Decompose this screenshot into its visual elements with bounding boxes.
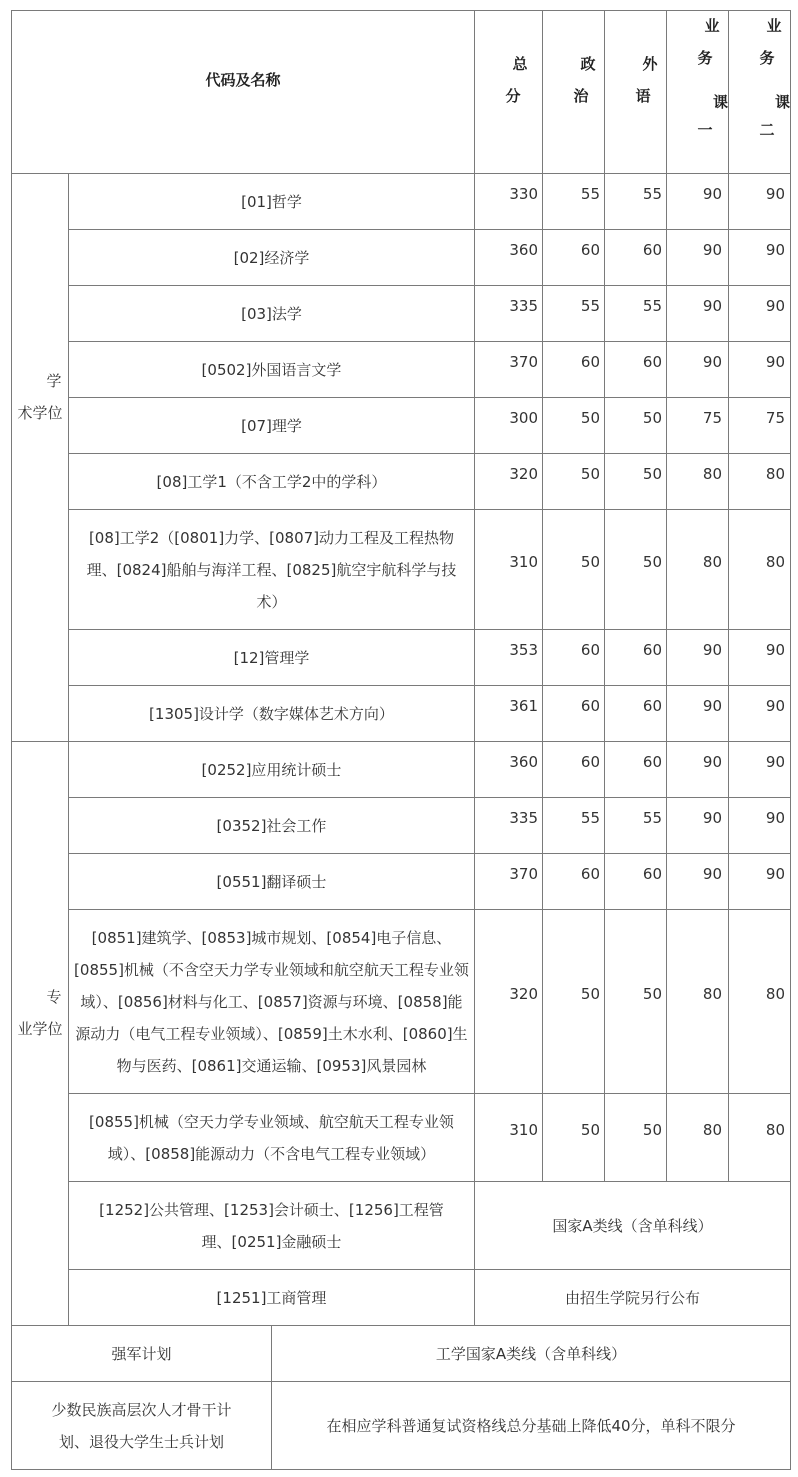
cell-foreign: 55 — [642, 185, 662, 203]
cell-foreign: 55 — [642, 297, 662, 315]
cell-total: 335 — [509, 809, 538, 827]
cell-politics: 60 — [580, 753, 600, 771]
special-value: 在相应学科普通复试资格线总分基础上降低40分，单科不限分 — [326, 1416, 736, 1435]
header-politics: 政 治 — [573, 55, 596, 105]
cell-total: 353 — [509, 641, 538, 659]
cell-foreign: 50 — [642, 553, 662, 571]
cell-total: 370 — [509, 865, 538, 883]
row-name: [0252]应用统计硕士 — [201, 760, 342, 779]
cell-foreign: 55 — [642, 809, 662, 827]
header-total: 总 分 — [505, 55, 528, 105]
row-name: [08]工学2（[0801]力学、[0807]动力工程及工程热物理、[0824]船舶与海洋工程、[0825]航空宇航科学与技术） — [86, 528, 457, 611]
special-value: 工学国家A类线（含单科线） — [435, 1344, 627, 1363]
cell-course1: 90 — [702, 185, 722, 203]
cell-politics: 50 — [580, 985, 600, 1003]
row-name: [0551]翻译硕士 — [216, 872, 327, 891]
cell-course2: 90 — [765, 297, 785, 315]
row-name: [08]工学1（不含工学2中的学科） — [156, 472, 387, 491]
cell-course2: 90 — [765, 641, 785, 659]
cell-foreign: 60 — [642, 753, 662, 771]
cell-politics: 60 — [580, 697, 600, 715]
cell-course2: 80 — [765, 1121, 785, 1139]
row-name: [1252]公共管理、[1253]会计硕士、[1256]工程管理、[0251]金融硕士 — [99, 1200, 444, 1251]
cell-politics: 55 — [580, 809, 600, 827]
header-name-col: 代码及名称 — [205, 71, 281, 89]
cell-course1: 90 — [702, 297, 722, 315]
cell-politics: 60 — [580, 241, 600, 259]
row-name: [1251]工商管理 — [216, 1288, 327, 1307]
special-name: 少数民族高层次人才骨干计划、退役大学生士兵计划 — [51, 1400, 232, 1451]
cell-total: 361 — [509, 697, 538, 715]
header-course1: 业 务 课 一 — [697, 17, 729, 139]
cell-total: 370 — [509, 353, 538, 371]
cell-course1: 80 — [702, 553, 722, 571]
cell-politics: 50 — [580, 465, 600, 483]
cell-course1: 90 — [702, 753, 722, 771]
row-name: [0502]外国语言文学 — [201, 360, 342, 379]
cell-course1: 75 — [702, 409, 722, 427]
cell-course1: 90 — [702, 865, 722, 883]
merged-value: 由招生学院另行公布 — [564, 1288, 700, 1307]
cell-total: 320 — [509, 985, 538, 1003]
cell-foreign: 50 — [642, 465, 662, 483]
row-name: [1305]设计学（数字媒体艺术方向） — [149, 704, 394, 723]
cell-total: 310 — [509, 1121, 538, 1139]
cell-course2: 90 — [765, 185, 785, 203]
cell-foreign: 60 — [642, 697, 662, 715]
row-name: [07]理学 — [241, 416, 302, 435]
cell-course2: 90 — [765, 241, 785, 259]
cell-politics: 60 — [580, 353, 600, 371]
cell-politics: 55 — [580, 185, 600, 203]
row-name: [02]经济学 — [233, 248, 310, 267]
group-professional-label: 专 业学位 — [17, 988, 63, 1038]
cell-course1: 80 — [702, 985, 722, 1003]
cell-course1: 90 — [702, 353, 722, 371]
cell-politics: 50 — [580, 1121, 600, 1139]
cell-course1: 80 — [702, 1121, 722, 1139]
cell-course1: 90 — [702, 697, 722, 715]
cell-course2: 90 — [765, 809, 785, 827]
cell-course2: 80 — [765, 553, 785, 571]
cell-total: 320 — [509, 465, 538, 483]
row-name: [03]法学 — [241, 304, 302, 323]
row-name: [0855]机械（空天力学专业领域、航空航天工程专业领域）、[0858]能源动力（不含电气工程专业领域） — [89, 1112, 454, 1163]
cell-course2: 75 — [765, 409, 785, 427]
header-foreign: 外 语 — [635, 55, 658, 105]
cell-politics: 60 — [580, 641, 600, 659]
header-course2: 业 务 课 二 — [759, 17, 791, 139]
cell-foreign: 50 — [642, 409, 662, 427]
cell-course1: 90 — [702, 641, 722, 659]
cell-politics: 50 — [580, 409, 600, 427]
cell-foreign: 50 — [642, 985, 662, 1003]
cell-course2: 80 — [765, 985, 785, 1003]
row-name: [0851]建筑学、[0853]城市规划、[0854]电子信息、[0855]机械（不含空天力学专业领域和航空航天工程专业领域）、[0856]材料与化工、[0857]资源与环境、[0858]能源动力（电气工程专业领域）、[0859]土木水利、[0860]生物与医药、[0861]交通运输、[0953]风景园林 — [74, 928, 469, 1075]
cell-foreign: 60 — [642, 353, 662, 371]
cell-total: 310 — [509, 553, 538, 571]
cell-course2: 80 — [765, 465, 785, 483]
cell-course1: 90 — [702, 809, 722, 827]
cell-course2: 90 — [765, 865, 785, 883]
cell-foreign: 60 — [642, 241, 662, 259]
cell-foreign: 60 — [642, 641, 662, 659]
cell-course2: 90 — [765, 753, 785, 771]
merged-value: 国家A类线（含单科线） — [552, 1216, 713, 1235]
cell-foreign: 60 — [642, 865, 662, 883]
cell-course1: 80 — [702, 465, 722, 483]
cell-course1: 90 — [702, 241, 722, 259]
cell-total: 335 — [509, 297, 538, 315]
cell-course2: 90 — [765, 353, 785, 371]
cell-course2: 90 — [765, 697, 785, 715]
cell-politics: 60 — [580, 865, 600, 883]
cell-politics: 55 — [580, 297, 600, 315]
cell-total: 330 — [509, 185, 538, 203]
row-name: [12]管理学 — [233, 648, 310, 667]
cell-total: 300 — [509, 409, 538, 427]
cell-politics: 50 — [580, 553, 600, 571]
row-name: [0352]社会工作 — [216, 816, 327, 835]
special-name: 强军计划 — [111, 1344, 172, 1363]
cell-total: 360 — [509, 241, 538, 259]
cell-foreign: 50 — [642, 1121, 662, 1139]
cell-total: 360 — [509, 753, 538, 771]
row-name: [01]哲学 — [241, 192, 302, 211]
group-academic-label: 学 术学位 — [17, 372, 63, 422]
